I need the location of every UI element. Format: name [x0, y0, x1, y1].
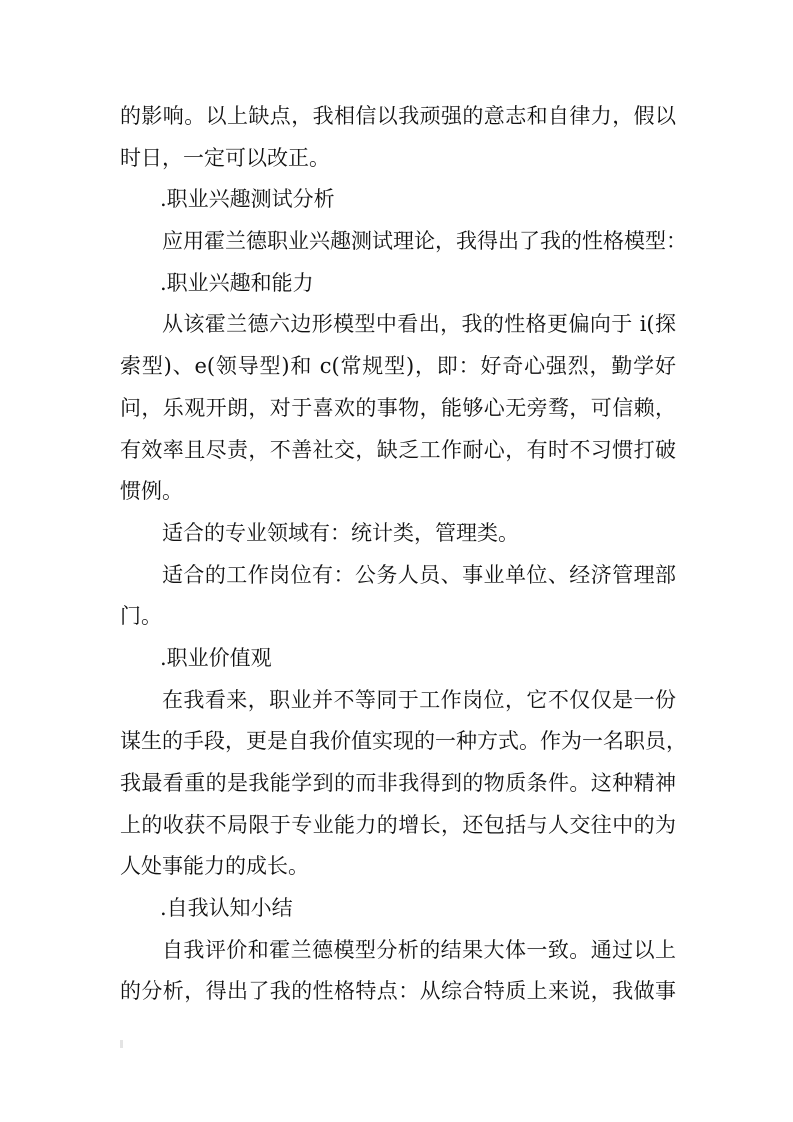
section-heading: .职业兴趣测试分析 — [160, 187, 335, 212]
paragraph-line: 有效率且尽责，不善社交，缺乏工作耐心，有时不习惯打破 — [120, 437, 676, 462]
paragraph-line: 人处事能力的成长。 — [120, 854, 309, 879]
paragraph-line: 的影响。以上缺点，我相信以我顽强的意志和自律力，假以 — [120, 104, 676, 128]
page-margin-mark — [120, 1040, 123, 1048]
paragraph-line: 从该霍兰德六边形模型中看出，我的性格更偏向于 i(探 — [162, 312, 676, 337]
paragraph-line: 应用霍兰德职业兴趣测试理论，我得出了我的性格模型： — [162, 229, 687, 254]
paragraph-line: 门。 — [120, 604, 162, 629]
paragraph-line: 我最看重的是我能学到的而非我得到的物质条件。这种精神 — [120, 771, 676, 795]
paragraph-line: 在我看来，职业并不等同于工作岗位，它不仅仅是一份 — [162, 687, 676, 712]
paragraph-line: 自我评价和霍兰德模型分析的结果大体一致。通过以上 — [162, 937, 676, 962]
paragraph-line: 谋生的手段，更是自我价值实现的一种方式。作为一名职员， — [120, 729, 687, 754]
section-heading: .职业价值观 — [160, 645, 272, 670]
paragraph-line: 上的收获不局限于专业能力的增长，还包括与人交往中的为 — [120, 812, 676, 837]
paragraph-line: 惯例。 — [120, 479, 183, 504]
paragraph-line: 适合的工作岗位有：公务人员、事业单位、经济管理部 — [162, 562, 676, 587]
paragraph-line: 时日，一定可以改正。 — [120, 145, 330, 170]
paragraph-line: 问，乐观开朗，对于喜欢的事物，能够心无旁骛，可信赖， — [120, 395, 676, 420]
section-heading: .自我认知小结 — [160, 896, 293, 921]
paragraph-line: 适合的专业领域有：统计类，管理类。 — [162, 520, 519, 545]
paragraph-line: 的分析，得出了我的性格特点：从综合特质上来说，我做事 — [120, 979, 676, 1004]
paragraph-line: 索型)、e(领导型)和 c(常规型)，即：好奇心强烈，勤学好 — [120, 354, 676, 379]
document-body — [120, 96, 687, 1013]
section-heading: .职业兴趣和能力 — [160, 270, 314, 295]
